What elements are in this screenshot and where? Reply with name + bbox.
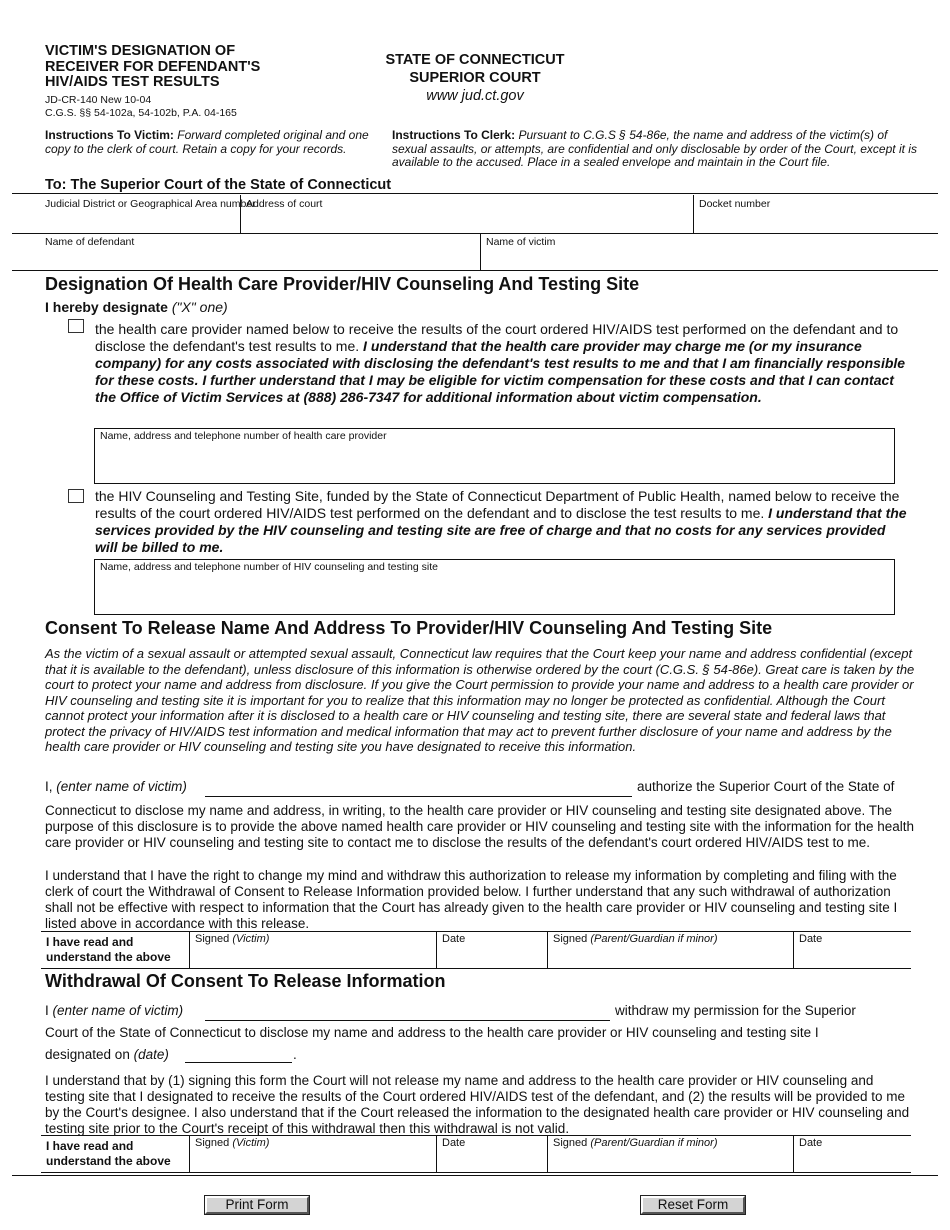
withdrawal-name-line <box>45 1003 183 1019</box>
consent-i-prefix: I, <box>45 779 53 794</box>
consent-authorize: authorize the Superior Court of the State of <box>637 779 895 794</box>
withdrawal-line2: Court of the State of Connecticut to disclose my name and address to the health care provider or HIV counseling and testing site I <box>45 1025 819 1040</box>
victim-signature-field[interactable] <box>190 932 436 968</box>
designation-title: Designation Of Health Care Provider/HIV Counseling And Testing Site <box>45 274 640 294</box>
option2-bold: I understand that the services provided by the HIV counseling and testing site are free of charge and that no costs for any services provided will be billed to me. <box>95 505 907 555</box>
reset-form-button[interactable]: Reset Form <box>641 1196 745 1214</box>
hiv-testing-site-field-label: Name, address and telephone number of HIV counseling and testing site <box>100 561 438 573</box>
consent-title: Consent To Release Name And Address To Provider/HIV Counseling And Testing Site <box>45 618 773 638</box>
signed-label: Signed <box>553 1137 588 1149</box>
hiv-testing-site-field[interactable] <box>94 559 895 615</box>
parent-date-field[interactable] <box>794 932 911 968</box>
parent-signature-field[interactable] <box>548 932 793 968</box>
signed-label: Signed <box>195 933 230 945</box>
option1-text <box>95 321 910 406</box>
hereby-note: ("X" one) <box>171 299 228 315</box>
withdrawal-para: I understand that by (1) signing this form the Court will not release my name and address to the health care provider or HIV counseling and testing site that I designated to receive the results of the Court ordered HIV/AIDS test of the defendant, and (2) the results will be provided to me by the Court's designee. I also understand that if the Court released the information to the designated health care provider or HIV counseling and testing site prior to the Court's receipt of this withdrawal then this withdrawal is not valid. <box>45 1073 910 1136</box>
form-number-block <box>45 94 237 119</box>
parent-date-field[interactable] <box>794 1136 911 1172</box>
form-title-line3: HIV/AIDS TEST RESULTS <box>45 74 220 90</box>
name-of-victim-label: Name of victim <box>486 236 556 248</box>
date-hint: (date) <box>133 1047 169 1062</box>
consent-para1: Connecticut to disclose my name and address, in writing, to the health care provider or HIV counseling and testing site designated above. The purpose of this disclosure is to provide the above named health care provider or HIV counseling and testing site with the information for the health care provider or HIV counseling and testing site to contact me to disclose the results of the defendant's court ordered HIV/AIDS test to me. <box>45 803 914 850</box>
court-heading <box>365 51 585 105</box>
rule-top <box>12 193 938 194</box>
court-website: www jud.ct.gov <box>426 88 524 104</box>
withdrawal-enter-name: (enter name of victim) <box>52 1003 184 1018</box>
docket-number-label: Docket number <box>699 198 771 210</box>
to-heading: To: The Superior Court of the State of Connecticut <box>45 177 392 193</box>
designated-on-label: designated on <box>45 1047 130 1062</box>
hiv-testing-site-checkbox[interactable] <box>68 489 84 503</box>
withdrawal-title: Withdrawal Of Consent To Release Information <box>45 971 446 991</box>
victim-label: (Victim) <box>232 1137 270 1149</box>
judicial-district-label: Judicial District or Geographical Area number <box>45 198 256 210</box>
period: . <box>293 1047 297 1062</box>
health-care-provider-field-label: Name, address and telephone number of health care provider <box>100 430 387 442</box>
signed-label: Signed <box>553 933 588 945</box>
option2-plain: the HIV Counseling and Testing Site, funded by the State of Connecticut Department of Public Health, named below to receive the results of the court ordered HIV/AIDS test performed on the defendant and to disclose the test results to me. <box>95 488 900 521</box>
clerk-instructions-text: Pursuant to C.G.S § 54-86e, the name and address of the victim(s) of sexual assaults, or attempts, are confidential and only disclosable by order of the Court, except it is available to the accused. Place in a sealed envelope and maintain in the Court file. <box>392 128 917 169</box>
designated-date-input[interactable] <box>185 1062 292 1063</box>
hereby-designate <box>45 299 228 315</box>
option1-plain: the health care provider named below to receive the results of the court ordered HIV/AIDS test performed on the defendant and to disclose the defendant's test results to me. <box>95 321 899 354</box>
date-label: Date <box>799 1137 823 1149</box>
clerk-instructions <box>392 129 917 170</box>
read-line2: understand the above <box>46 950 171 964</box>
victim-signature-field[interactable] <box>190 1136 436 1172</box>
name-of-defendant-label: Name of defendant <box>45 236 135 248</box>
victim-instructions <box>45 129 375 156</box>
consent-signature-row <box>41 931 911 969</box>
address-of-court-label: Address of court <box>246 198 323 210</box>
victim-date-field[interactable] <box>437 932 547 968</box>
consent-para2: I understand that I have the right to change my mind and withdraw this authorization to release my information by completing and filing with the clerk of court the Withdrawal of Consent to Release Information provided below. I further understand that any such withdrawal of authorization shall not be effective with respect to information that the Court has already given to the health care provider or HIV counseling and testing site I listed above in accordance with this release. <box>45 868 898 931</box>
court-state: STATE OF CONNECTICUT <box>385 52 565 68</box>
court-name: SUPERIOR COURT <box>409 70 541 86</box>
row-divider <box>12 233 938 234</box>
parent-signature-field[interactable] <box>548 1136 793 1172</box>
parent-label: (Parent/Guardian if minor) <box>590 1137 718 1149</box>
consent-name-line <box>45 779 187 795</box>
signed-label: Signed <box>195 1137 230 1149</box>
victim-label: (Victim) <box>232 933 270 945</box>
withdrawal-designated <box>45 1047 169 1063</box>
date-label: Date <box>442 933 466 945</box>
withdrawal-victim-name-input[interactable] <box>205 1020 610 1021</box>
withdrawal-permission: withdraw my permission for the Superior <box>615 1003 856 1018</box>
consent-victim-name-input[interactable] <box>205 796 632 797</box>
divider <box>240 195 241 233</box>
read-understand <box>41 932 189 968</box>
hereby-label: I hereby designate <box>45 299 168 315</box>
consent-enter-name: (enter name of victim) <box>56 779 187 794</box>
option1-bold: I understand that the health care provider may charge me (or my insurance company) for any costs associated with disclosing the defendant's test results to me and that I am financially responsible for these costs. I further understand that I may be eligible for victim compensation for these costs and that I can contact the Office of Victim Services at (888) 286-7347 for additional information about victim compensation. <box>95 338 906 405</box>
parent-label: (Parent/Guardian if minor) <box>590 933 718 945</box>
divider <box>480 233 481 270</box>
victim-instructions-label: Instructions To Victim: <box>45 128 174 142</box>
clerk-instructions-label: Instructions To Clerk: <box>392 128 516 142</box>
read-line1: I have read and <box>46 1139 134 1153</box>
row-divider <box>12 270 938 271</box>
withdrawal-i-prefix: I <box>45 1003 49 1018</box>
print-form-button[interactable]: Print Form <box>205 1196 309 1214</box>
date-label: Date <box>442 1137 466 1149</box>
statutes: C.G.S. §§ 54-102a, 54-102b, P.A. 04-165 <box>45 106 237 119</box>
form-number: JD-CR-140 New 10-04 <box>45 94 152 106</box>
read-line1: I have read and <box>46 935 134 949</box>
form-title-line2: RECEIVER FOR DEFENDANT'S <box>45 58 261 75</box>
withdrawal-signature-row <box>41 1135 911 1173</box>
rule-bottom <box>12 1175 938 1176</box>
consent-intro: As the victim of a sexual assault or attempted sexual assault, Connecticut law requires that the Court keep your name and address confidential (except that it is available to the defendant), unless disclosure of this information is otherwise ordered by the court (C.G.S. § 54-86e). Great care is taken by the court to protect your name and address from disclosure. If you give the Court permission to provide your name and address to a health care provider or HIV counseling and testing site it is important for you to realize that this information may no longer be protected as confidential. Although the Court cannot protect your information after it is disclosed to a health care or HIV counseling and testing site, there are several state and federal laws that protect the privacy of HIV/AIDS test information and medical information that may act to prevent further disclosure of your name and address by the health care provider or HIV counseling and testing site you have designated to receive this information. <box>45 646 915 754</box>
form-title <box>45 44 345 91</box>
read-understand <box>41 1136 189 1172</box>
victim-date-field[interactable] <box>437 1136 547 1172</box>
health-care-provider-checkbox[interactable] <box>68 319 84 333</box>
victim-instructions-text: Forward completed original and one copy to the clerk of court. Retain a copy for your records. <box>45 128 369 156</box>
date-label: Date <box>799 933 823 945</box>
option2-text <box>95 488 910 556</box>
health-care-provider-field[interactable] <box>94 428 895 484</box>
form-title-line1: VICTIM'S DESIGNATION OF <box>45 43 236 59</box>
divider <box>693 195 694 233</box>
read-line2: understand the above <box>46 1154 171 1168</box>
